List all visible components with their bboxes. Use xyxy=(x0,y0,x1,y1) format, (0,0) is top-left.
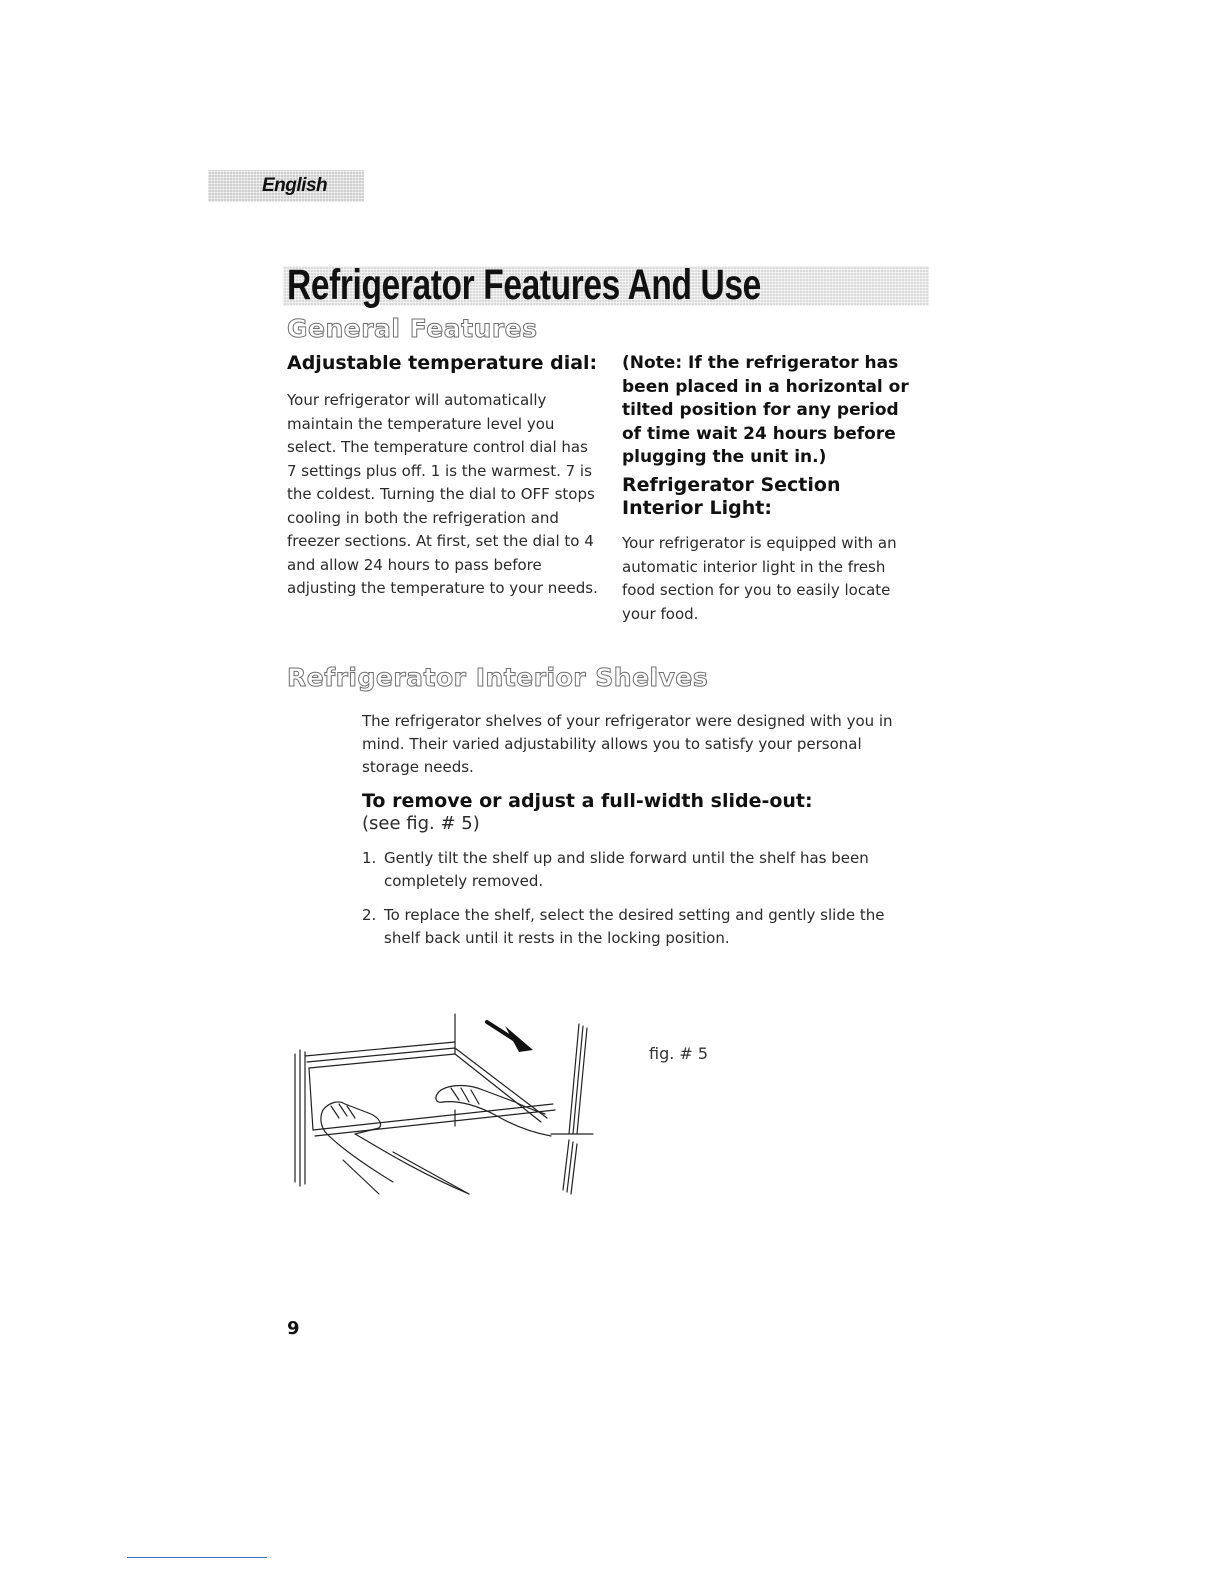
step-number: 1. xyxy=(362,849,377,867)
see-figure-reference: (see fig. # 5) xyxy=(362,813,480,834)
temperature-dial-body: Your refrigerator will automatically maintain the temperature level you select. The temperature control dial has 7 settings plus off. 1 is the warmest. 7 is the coldest. Turning the dial to OFF stops cooling in both the refrigeration and freezer sections. At first, set the dial to 4 and allow 24 hours to pass before adjusting the temperature to your needs. xyxy=(287,391,598,597)
removal-steps xyxy=(362,847,922,961)
footer-rule xyxy=(127,1557,267,1558)
language-label: English xyxy=(262,175,328,196)
language-tab xyxy=(208,170,364,202)
step-text: To replace the shelf, select the desired setting and gently slide the shelf back until it rests in the locking position. xyxy=(384,906,885,947)
figure-caption: fig. # 5 xyxy=(649,1044,709,1063)
step-item xyxy=(362,847,922,893)
shelf-removal-illustration xyxy=(283,1010,613,1202)
remove-shelf-heading: To remove or adjust a full-width slide-out: xyxy=(362,790,813,812)
general-features-heading: General Features xyxy=(287,314,538,343)
step-text: Gently tilt the shelf up and slide forward until the shelf has been completely removed. xyxy=(384,849,869,890)
interior-light-heading: Refrigerator Section Interior Light: xyxy=(622,474,841,519)
temperature-dial-heading: Adjustable temperature dial: xyxy=(287,352,598,374)
shelves-intro: The refrigerator shelves of your refrigerator were designed with you in mind. Their varied adjustability allows you to satisfy your personal storage needs. xyxy=(362,712,893,776)
page-title: Refrigerator Features And Use xyxy=(287,261,761,309)
horizontal-position-note: (Note: If the refrigerator has been placed in a horizontal or tilted position for any period of time wait 24 hours before plugging the unit in.) xyxy=(622,353,909,467)
page-number: 9 xyxy=(287,1318,300,1339)
step-number: 2. xyxy=(362,906,377,924)
arrow-icon xyxy=(505,1026,533,1052)
step-item xyxy=(362,904,922,950)
interior-light-body: Your refrigerator is equipped with an automatic interior light in the fresh food section for you to easily locate your food. xyxy=(622,534,897,623)
interior-shelves-heading: Refrigerator Interior Shelves xyxy=(287,663,709,692)
